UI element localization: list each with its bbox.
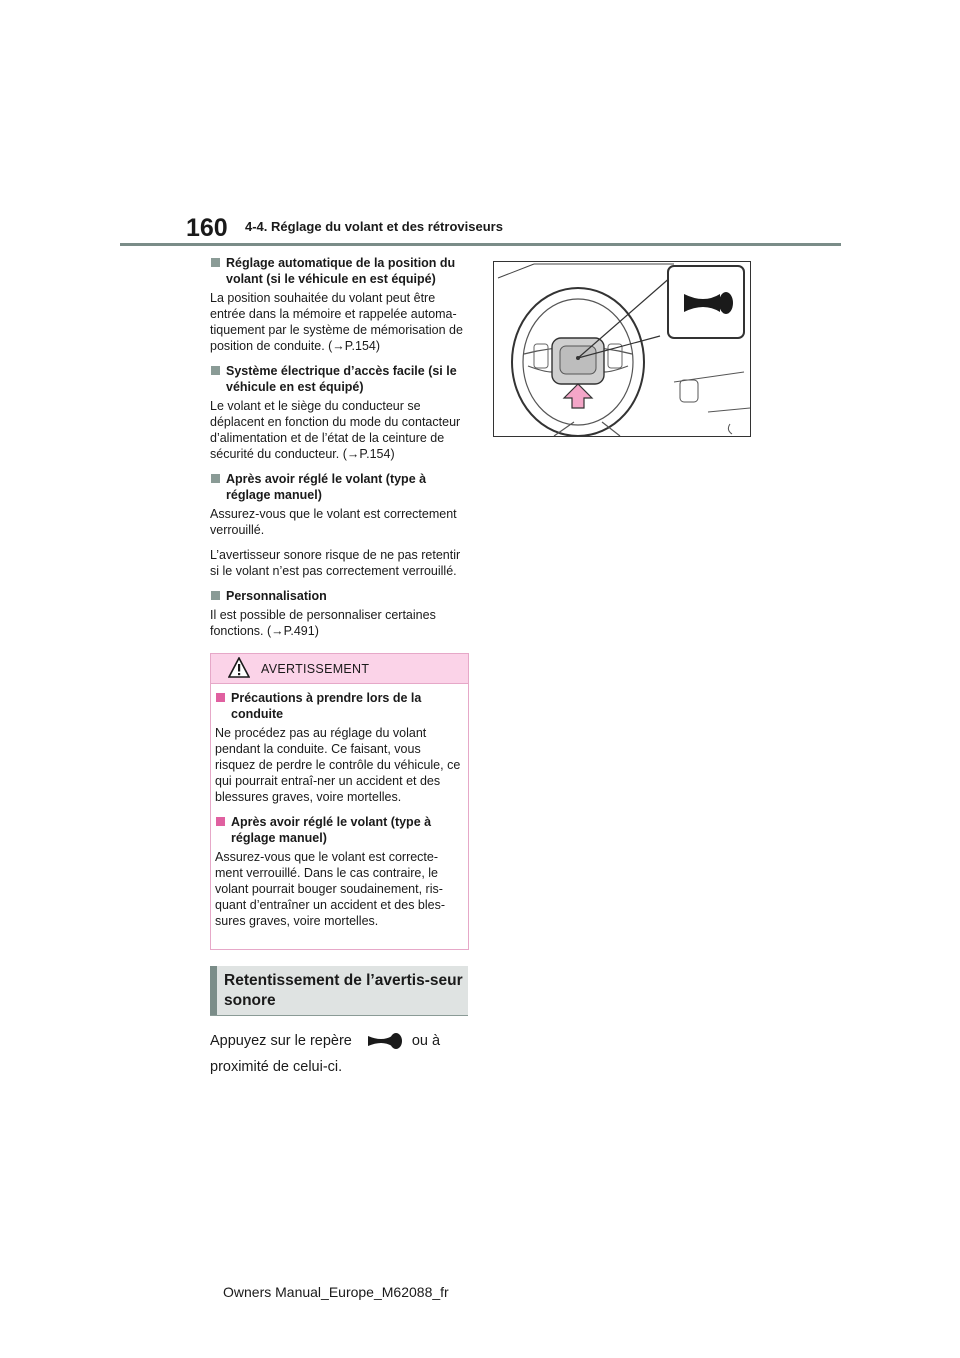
heading-bar xyxy=(210,966,217,1015)
horn-instruction xyxy=(210,1030,480,1082)
section-heading-box xyxy=(210,966,468,1016)
bullet-square-icon xyxy=(211,474,220,483)
sub-heading-text: Après avoir réglé le volant (type à réglage manuel) xyxy=(231,815,432,845)
section-heading: Retentissement de l’avertis-seur sonore xyxy=(224,972,463,1009)
warning-paragraph: Assurez-vous que le volant est correcte-ment verrouillé. Dans le cas contraire, le volant pourrait bouger soudainement, ris-quant d’entraîner un accident et des bles-sures graves, voire mortelles. xyxy=(215,850,446,928)
section-title: 4-4. Réglage du volant et des rétroviseurs xyxy=(245,219,503,234)
warning-box xyxy=(210,653,469,950)
body-paragraph: Assurez-vous que le volant est correctement verrouillé. xyxy=(210,507,457,537)
warning-body xyxy=(211,684,468,929)
left-column xyxy=(210,255,468,648)
instruction-line xyxy=(210,1030,480,1052)
bullet-square-icon xyxy=(211,591,220,600)
sub-heading-after-adjust xyxy=(210,471,468,503)
sub-heading-easy-access xyxy=(210,363,468,395)
body-paragraph: Le volant et le siège du conducteur se déplacent en fonction du mode du contacteur d’alimentation et de l’état de la ceinture de sécurité du conducteur. (→P.154) xyxy=(210,399,461,461)
footer-text: Owners Manual_Europe_M62088_fr xyxy=(223,1284,449,1300)
sub-heading-text: Précautions à prendre lors de la conduite xyxy=(231,691,422,721)
warning-sub-heading xyxy=(215,814,464,846)
steering-wheel-illustration xyxy=(494,262,750,436)
page-number: 160 xyxy=(186,214,228,242)
warning-title: AVERTISSEMENT xyxy=(261,662,370,676)
horn-icon xyxy=(366,1031,404,1051)
warning-paragraph: Ne procédez pas au réglage du volant pendant la conduite. Ce faisant, vous risquez de perdre le contrôle du véhicule, ce qui pourrait entraî-ner un accident et des blessures graves, voire mortelles. xyxy=(215,726,461,804)
instruction-line: proximité de celui-ci. xyxy=(210,1059,343,1075)
header-rule xyxy=(120,243,841,246)
bullet-square-icon xyxy=(216,693,225,702)
sub-heading-customization xyxy=(210,588,468,604)
warning-triangle-icon xyxy=(228,657,250,678)
sub-heading-text: Réglage automatique de la position du volant (si le véhicule en est équipé) xyxy=(226,256,456,286)
steering-wheel-figure xyxy=(493,261,751,437)
bullet-square-icon xyxy=(211,366,220,375)
bullet-square-icon xyxy=(216,817,225,826)
sub-heading-text: Système électrique d’accès facile (si le véhicule en est équipé) xyxy=(226,364,457,394)
warning-sub-heading xyxy=(215,690,464,722)
sub-heading-text: Personnalisation xyxy=(226,589,327,603)
body-paragraph: Il est possible de personnaliser certaines fonctions. (→P.491) xyxy=(210,608,436,638)
instruction-text-before: Appuyez sur le repère xyxy=(210,1033,352,1049)
warning-header xyxy=(211,654,468,684)
bullet-square-icon xyxy=(211,258,220,267)
sub-heading-text: Après avoir réglé le volant (type à réglage manuel) xyxy=(226,472,427,502)
body-paragraph: La position souhaitée du volant peut être entrée dans la mémoire et rappelée automa-tiquement par le système de mémorisation de position de conduite. (→P.154) xyxy=(210,291,463,353)
sub-heading-auto-position xyxy=(210,255,468,287)
instruction-text-after: ou à xyxy=(411,1033,441,1049)
body-paragraph: L’avertisseur sonore risque de ne pas retentir si le volant n’est pas correctement verrouillé. xyxy=(210,548,461,578)
